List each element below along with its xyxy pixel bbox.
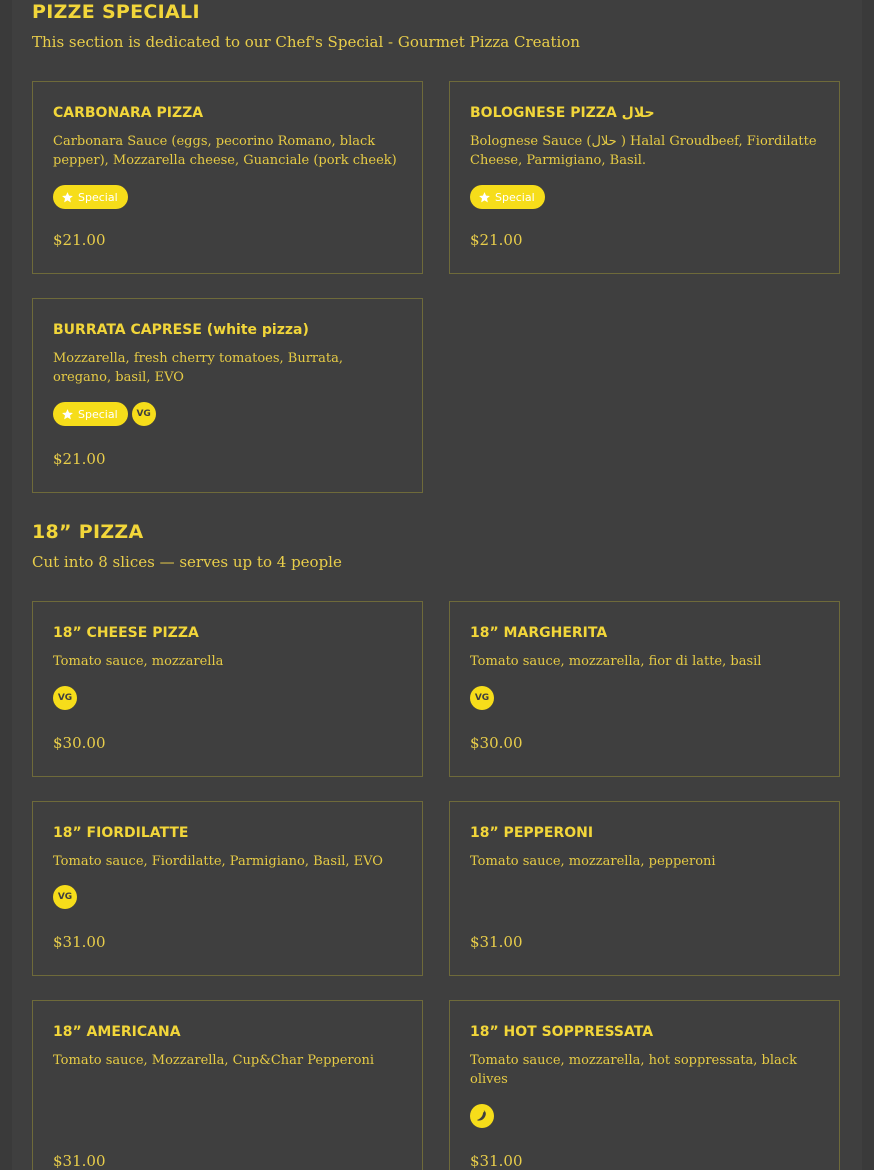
item-price: $31.00 [53,933,106,951]
item-description: Tomato sauce, mozzarella, pepperoni [470,854,716,869]
item-description: Tomato sauce, Mozzarella, Cup&Char Pepperoni [53,1053,375,1068]
item-name: BOLOGNESE PIZZA حلال [470,105,655,121]
special-badge [470,185,545,209]
section-18-pizza [32,520,842,572]
item-description: Tomato sauce, Fiordilatte, Parmigiano, Basil, EVO [53,854,383,869]
item-price: $31.00 [470,933,523,951]
item-badges [53,402,156,426]
vegetarian-badge: VG [132,402,156,426]
menu-item-card[interactable] [449,601,840,777]
item-badges [53,885,77,909]
item-badges [53,686,77,710]
special-badge-label: Special [495,190,535,204]
star-icon [478,191,491,204]
menu-item-card[interactable] [32,1000,423,1170]
item-badges [470,1104,494,1128]
item-name: 18” AMERICANA [53,1024,181,1040]
menu-page [12,0,862,1170]
special-badge [53,402,128,426]
star-icon [61,191,74,204]
item-name: CARBONARA PIZZA [53,105,204,121]
item-price: $30.00 [470,734,523,752]
item-name: 18” HOT SOPPRESSATA [470,1024,654,1040]
menu-item-card[interactable] [449,1000,840,1170]
item-badges [470,686,494,710]
item-description: Tomato sauce, mozzarella, hot soppressata, black olives [470,1053,797,1087]
item-description: Mozzarella, fresh cherry tomatoes, Burrata, oregano, basil, EVO [53,351,343,385]
item-price: $31.00 [470,1152,523,1170]
item-name: 18” MARGHERITA [470,625,608,641]
menu-item-card[interactable] [32,601,423,777]
item-price: $31.00 [53,1152,106,1170]
item-price: $21.00 [53,231,106,249]
chili-pepper-icon [475,1109,489,1123]
menu-item-card[interactable] [32,81,423,274]
item-description: Bolognese Sauce (حلال ) Halal Groudbeef, Fiordilatte Cheese, Parmigiano, Basil. [470,134,817,168]
section-pizze-speciali [32,0,842,52]
menu-item-card[interactable] [32,298,423,493]
section-subtitle: Cut into 8 slices — serves up to 4 people [32,553,342,571]
menu-item-card[interactable] [449,81,840,274]
special-badge [53,185,128,209]
item-price: $30.00 [53,734,106,752]
vegetarian-badge: VG [470,686,494,710]
item-name: 18” PEPPERONI [470,825,594,841]
item-description: Tomato sauce, mozzarella, fior di latte, basil [470,654,762,669]
item-description: Tomato sauce, mozzarella [53,654,224,669]
star-icon [61,408,74,421]
menu-item-card[interactable] [449,801,840,976]
item-badges [53,185,128,209]
section-subtitle: This section is dedicated to our Chef's Special - Gourmet Pizza Creation [32,33,580,51]
section-title: 18” PIZZA [32,521,144,543]
item-name: 18” CHEESE PIZZA [53,625,199,641]
menu-item-card[interactable] [32,801,423,976]
item-badges [470,185,545,209]
section-title: PIZZE SPECIALI [32,1,200,23]
special-badge-label: Special [78,407,118,421]
spicy-badge [470,1104,494,1128]
special-badge-label: Special [78,190,118,204]
item-price: $21.00 [470,231,523,249]
item-description: Carbonara Sauce (eggs, pecorino Romano, black pepper), Mozzarella cheese, Guanciale (pork cheek) [53,134,397,168]
vegetarian-badge: VG [53,686,77,710]
item-name: 18” FIORDILATTE [53,825,189,841]
item-price: $21.00 [53,450,106,468]
item-name: BURRATA CAPRESE (white pizza) [53,322,309,338]
vegetarian-badge: VG [53,885,77,909]
